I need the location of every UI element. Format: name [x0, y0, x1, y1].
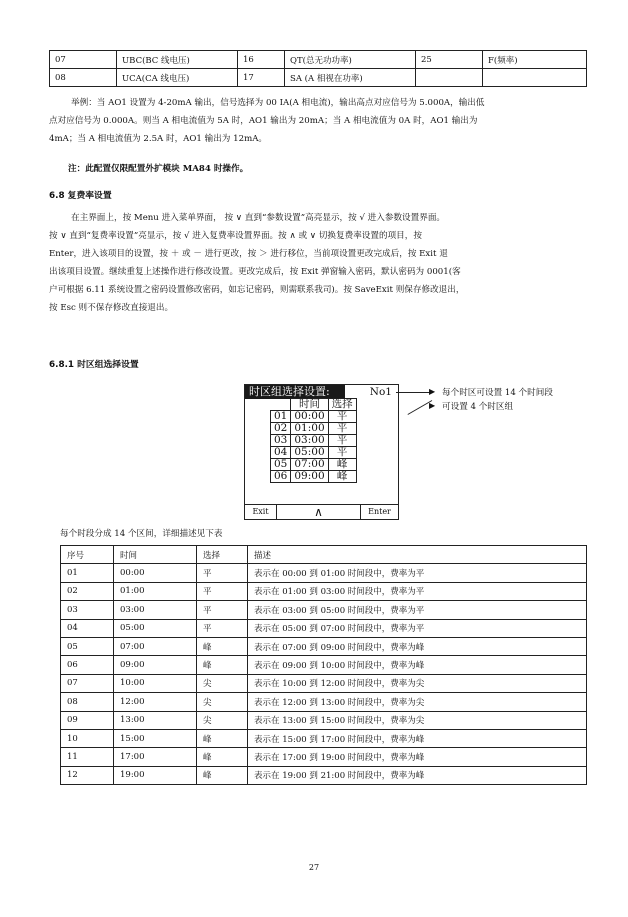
table-cell: 尖	[197, 693, 248, 711]
device-table-cell: 01:00	[291, 423, 328, 435]
device-table-row[interactable]	[271, 435, 357, 447]
table-cell: 07:00	[114, 637, 197, 655]
table-cell: 表示在 19:00 到 21:00 时间段中，费率为峰	[248, 766, 587, 784]
table-cell: 02	[61, 582, 114, 600]
table-cell: 表示在 09:00 到 10:00 时间段中，费率为峰	[248, 656, 587, 674]
section-6-8-paragraph	[49, 209, 587, 317]
table-header-cell: 描述	[248, 546, 587, 564]
table-cell: 06	[61, 656, 114, 674]
table-cell: 17:00	[114, 748, 197, 766]
device-table-cell: 03:00	[291, 435, 328, 447]
table-cell: 09	[61, 711, 114, 729]
table-cell: 平	[197, 619, 248, 637]
table-row	[50, 51, 587, 69]
table-caption: 每个时段分成 14 个区间，详细描述见下表	[60, 529, 223, 539]
table-cell: 表示在 01:00 到 03:00 时间段中，费率为平	[248, 582, 587, 600]
note-text: 注：此配置仅限配置外扩模块 MA84 时操作。	[68, 164, 249, 174]
table-cell: 10:00	[114, 674, 197, 692]
table-cell: 表示在 13:00 到 15:00 时间段中，费率为尖	[248, 711, 587, 729]
table-cell	[483, 69, 587, 87]
example-line: 4mA；当 A 相电流值为 2.5A 时，AO1 输出为 12mA。	[49, 134, 268, 144]
table-cell: 05:00	[114, 619, 197, 637]
table-header-cell: 时间	[114, 546, 197, 564]
device-table-cell: 05	[271, 459, 291, 471]
table-cell: F(频率)	[483, 51, 587, 69]
table-cell: 峰	[197, 748, 248, 766]
table-row	[61, 564, 587, 582]
paragraph-line: 在主界面上，按 Menu 进入菜单界面， 按 ∨ 直到“参数设置”高亮显示，按 √ 进入参数设置界面。	[71, 213, 446, 223]
table-cell: 01	[61, 564, 114, 582]
callout-periods: 每个时区可设置 14 个时间段	[442, 388, 553, 398]
section-heading-6-8: 6.8 复费率设置	[49, 191, 112, 201]
device-table-cell: 平	[328, 411, 356, 423]
table-cell: 01:00	[114, 582, 197, 600]
table-row	[61, 766, 587, 784]
device-table-cell: 04	[271, 447, 291, 459]
table-header-cell: 选择	[197, 546, 248, 564]
table-cell: 11	[61, 748, 114, 766]
table-cell: 07	[61, 674, 114, 692]
paragraph-line: Enter，进入该项目的设置，按 ＋ 或 － 进行更改，按 ＞ 进行移位，当前项设置更改完成后，按 Exit 退	[49, 249, 448, 259]
table-header-row	[61, 546, 587, 564]
paragraph-line: 按 Esc 则不保存修改直接退出。	[49, 303, 174, 313]
table-cell: 表示在 17:00 到 19:00 时间段中，费率为峰	[248, 748, 587, 766]
device-table-cell: 03	[271, 435, 291, 447]
table-cell: 17	[238, 69, 285, 87]
table-cell: 08	[61, 693, 114, 711]
device-screen-mockup	[244, 384, 399, 520]
table-cell: 16	[238, 51, 285, 69]
device-table-cell: 峰	[328, 471, 356, 483]
device-table-cell: 06	[271, 471, 291, 483]
table-cell: 25	[416, 51, 483, 69]
table-cell: 表示在 05:00 到 07:00 时间段中，费率为平	[248, 619, 587, 637]
table-cell: 07	[50, 51, 117, 69]
table-cell: QT(总无功功率)	[285, 51, 416, 69]
table-row	[61, 674, 587, 692]
table-cell: 00:00	[114, 564, 197, 582]
table-cell: 19:00	[114, 766, 197, 784]
table-cell: 表示在 03:00 到 05:00 时间段中，费率为平	[248, 601, 587, 619]
table-cell: 尖	[197, 711, 248, 729]
device-table-cell: 01	[271, 411, 291, 423]
table-cell: 04	[61, 619, 114, 637]
paragraph-line: 出该项目设置。继续重复上述操作进行修改设置。更改完成后，按 Exit 弹窗输入密码，默认密码为 0001(客	[49, 267, 461, 277]
period-description-table	[60, 545, 587, 785]
table-cell: 10	[61, 729, 114, 747]
table-cell: 峰	[197, 766, 248, 784]
table-cell: 15:00	[114, 729, 197, 747]
table-cell: 表示在 07:00 到 09:00 时间段中，费率为峰	[248, 637, 587, 655]
callout-arrowhead-icon: ▶	[429, 387, 436, 396]
table-cell: 05	[61, 637, 114, 655]
table-cell: 表示在 00:00 到 01:00 时间段中，费率为平	[248, 564, 587, 582]
callout-arrowhead-icon: ▶	[429, 401, 436, 410]
table-row	[61, 693, 587, 711]
table-row	[61, 656, 587, 674]
table-header-cell: 序号	[61, 546, 114, 564]
table-cell: 表示在 12:00 到 13:00 时间段中，费率为尖	[248, 693, 587, 711]
paragraph-line: 户可根据 6.11 系统设置之密码设置修改密码，如忘记密码，则需联系我司)。按 SaveExit 则保存修改退出，	[49, 285, 465, 295]
device-table-cell: 00:00	[291, 411, 328, 423]
table-cell: 平	[197, 601, 248, 619]
table-cell: 03:00	[114, 601, 197, 619]
callout-arrow-line	[396, 392, 432, 393]
table-cell: 03	[61, 601, 114, 619]
table-cell: 08	[50, 69, 117, 87]
device-table-cell: 平	[328, 447, 356, 459]
signal-table-continued	[49, 50, 587, 87]
table-row	[61, 711, 587, 729]
device-table-corner	[271, 399, 291, 411]
device-table-cell: 09:00	[291, 471, 328, 483]
device-zone-number: No1	[369, 386, 392, 398]
up-arrow-softkey[interactable]: ∧	[277, 505, 361, 519]
table-row	[50, 69, 587, 87]
table-cell	[416, 69, 483, 87]
table-cell: SA (A 相视在功率)	[285, 69, 416, 87]
table-cell: 峰	[197, 729, 248, 747]
table-cell: 表示在 10:00 到 12:00 时间段中，费率为尖	[248, 674, 587, 692]
enter-softkey[interactable]: Enter	[368, 507, 391, 516]
table-row	[61, 582, 587, 600]
table-row	[61, 601, 587, 619]
paragraph-line: 按 ∨ 直到“复费率设置”亮显示，按 √ 进入复费率设置界面。按 ∧ 或 ∨ 切换复费率设置的项目，按	[49, 231, 422, 241]
device-table-cell: 平	[328, 423, 356, 435]
table-cell: 尖	[197, 674, 248, 692]
table-cell: UCA(CA 线电压)	[117, 69, 238, 87]
device-table-row[interactable]	[271, 471, 357, 483]
table-cell: 13:00	[114, 711, 197, 729]
device-table-row[interactable]	[271, 411, 357, 423]
exit-softkey[interactable]: Exit	[245, 505, 277, 519]
table-row	[61, 748, 587, 766]
table-row	[61, 729, 587, 747]
device-table-cell: 05:00	[291, 447, 328, 459]
device-table-cell: 07:00	[291, 459, 328, 471]
device-table-row[interactable]	[271, 459, 357, 471]
table-cell: 平	[197, 564, 248, 582]
device-table-header-cell: 选择	[328, 399, 356, 411]
example-line: 举例：当 AO1 设置为 4-20mA 输出，信号选择为 00 IA(A 相电流)，输出高点对应信号为 5.000A，输出低	[71, 98, 485, 108]
example-paragraph	[49, 94, 587, 148]
device-table-cell: 02	[271, 423, 291, 435]
section-heading-6-8-1: 6.8.1 时区组选择设置	[49, 360, 139, 370]
callout-zone-groups: 可设置 4 个时区组	[442, 402, 514, 412]
example-line: 点对应信号为 0.000A。则当 A 相电流值为 5A 时，AO1 输出为 20mA；当 A 相电流值为 0A 时，AO1 输出为	[49, 116, 478, 126]
table-cell: 12	[61, 766, 114, 784]
device-table-cell: 峰	[328, 459, 356, 471]
device-softkey-bar	[245, 504, 398, 519]
device-table-row[interactable]	[271, 447, 357, 459]
table-cell: 平	[197, 582, 248, 600]
table-cell: 峰	[197, 656, 248, 674]
page-number: 27	[308, 863, 320, 872]
table-row	[61, 619, 587, 637]
device-table-row[interactable]	[271, 423, 357, 435]
table-row	[61, 637, 587, 655]
table-cell: UBC(BC 线电压)	[117, 51, 238, 69]
device-period-table	[270, 398, 357, 483]
device-table-header	[271, 399, 357, 411]
table-cell: 表示在 15:00 到 17:00 时间段中，费率为峰	[248, 729, 587, 747]
table-cell: 峰	[197, 637, 248, 655]
table-cell: 09:00	[114, 656, 197, 674]
device-table-header-cell: 时间	[291, 399, 328, 411]
device-screen-title: 时区组选择设置:	[245, 385, 345, 399]
table-cell: 12:00	[114, 693, 197, 711]
device-table-cell: 平	[328, 435, 356, 447]
